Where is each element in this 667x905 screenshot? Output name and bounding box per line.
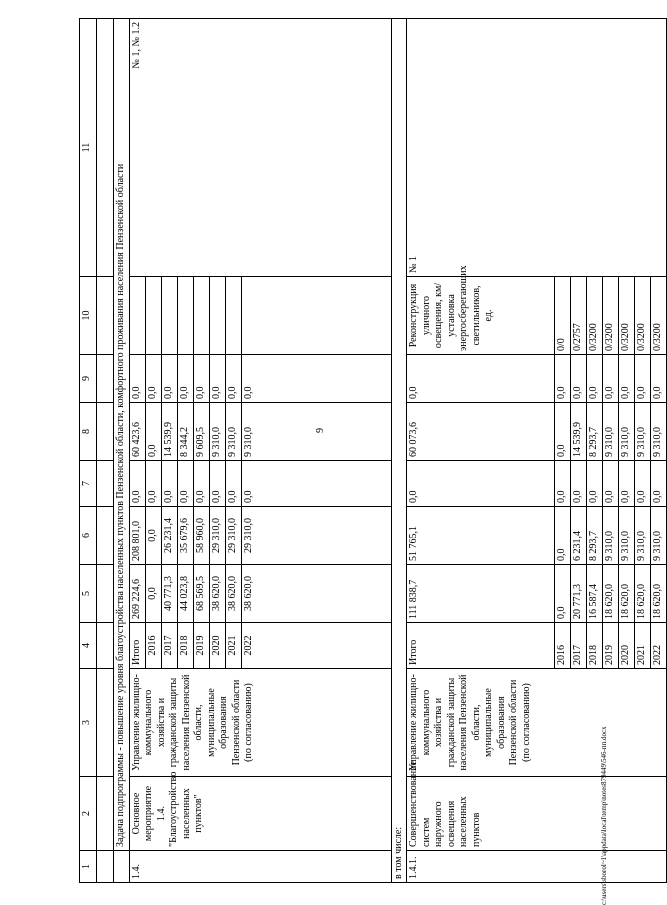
value-cell: 0,0 <box>619 355 635 403</box>
year-cell: 2019 <box>603 623 619 669</box>
value-cell: 0,0 <box>407 461 555 507</box>
value-cell: 208 801,0 <box>129 507 145 565</box>
value-cell: 0,0 <box>555 461 571 507</box>
value-cell: 9 310,0 <box>619 403 635 461</box>
value-cell: 0,0 <box>555 507 571 565</box>
value-cell: 68 569,5 <box>193 565 209 623</box>
value-cell: 9 310,0 <box>651 403 667 461</box>
task-row <box>114 19 130 883</box>
value-cell: 0,0 <box>555 403 571 461</box>
year-cell: 2016 <box>555 623 571 669</box>
blank-row <box>97 19 114 883</box>
value-cell: 58 960,0 <box>193 507 209 565</box>
col-num: 8 <box>80 403 97 461</box>
table-row <box>129 19 145 883</box>
value-cell: 0,0 <box>603 355 619 403</box>
value-cell: 8 344,2 <box>177 403 193 461</box>
refs-cell: № 1 <box>407 19 667 277</box>
value-cell: 44 023,8 <box>177 565 193 623</box>
value-cell: 40 771,3 <box>161 565 177 623</box>
row-number: 1.4. <box>129 851 391 883</box>
row-number: 1.4.1. <box>407 851 667 883</box>
value-cell: 0,0 <box>177 461 193 507</box>
year-cell: 2016 <box>145 623 161 669</box>
value-cell: 9 310,0 <box>603 507 619 565</box>
value-cell: 0,0 <box>635 355 651 403</box>
value-cell: 29 310,0 <box>209 507 225 565</box>
year-cell: 2019 <box>193 623 209 669</box>
column-number-row <box>80 19 97 883</box>
col-num: 11 <box>80 19 97 277</box>
indicator-value: 0/2757 <box>571 277 587 355</box>
value-cell: 0,0 <box>571 461 587 507</box>
value-cell: 0,0 <box>145 507 161 565</box>
value-cell: 0,0 <box>225 461 241 507</box>
value-cell: 0,0 <box>241 461 391 507</box>
value-cell: 16 587,4 <box>587 565 603 623</box>
col-num: 1 <box>80 851 97 883</box>
value-cell: 0,0 <box>209 355 225 403</box>
value-cell: 18 620,0 <box>619 565 635 623</box>
year-cell: 2020 <box>209 623 225 669</box>
value-cell: 0,0 <box>209 461 225 507</box>
col-num: 2 <box>80 777 97 851</box>
refs-cell: № 1, № 1.2 <box>129 19 391 277</box>
year-cell: 2018 <box>587 623 603 669</box>
year-cell: Итого <box>407 623 555 669</box>
year-cell: 2017 <box>571 623 587 669</box>
col-num: 7 <box>80 461 97 507</box>
value-cell: 0,0 <box>407 355 555 403</box>
indicator-value: 0/3200 <box>635 277 651 355</box>
value-cell: 0,0 <box>145 403 161 461</box>
value-cell: 6 231,4 <box>571 507 587 565</box>
year-cell: Итого <box>129 623 145 669</box>
value-cell: 0,0 <box>225 355 241 403</box>
value-cell: 9 310,0 <box>225 403 241 461</box>
value-cell: 9 609,5 <box>193 403 209 461</box>
year-cell: 2021 <box>635 623 651 669</box>
value-cell: 0,0 <box>587 355 603 403</box>
indicator-value: 0/3200 <box>619 277 635 355</box>
value-cell: 9 310,0 <box>651 507 667 565</box>
col-num: 6 <box>80 507 97 565</box>
indicator-name: Реконструкция уличного освещения, км/установка энергосберегающих светильников, ед. <box>407 277 555 355</box>
col-num: 9 <box>80 355 97 403</box>
indicator-value: 0/0 <box>555 277 571 355</box>
col-num: 10 <box>80 277 97 355</box>
in-that-number: в том числе: <box>391 19 407 883</box>
value-cell: 20 771,3 <box>571 565 587 623</box>
value-cell: 38 620,0 <box>209 565 225 623</box>
value-cell: 269 224,6 <box>129 565 145 623</box>
value-cell: 0,0 <box>193 355 209 403</box>
value-cell: 18 620,0 <box>651 565 667 623</box>
value-cell: 35 679,6 <box>177 507 193 565</box>
value-cell: 29 310,0 <box>225 507 241 565</box>
year-cell: 2017 <box>161 623 177 669</box>
value-cell: 0,0 <box>587 461 603 507</box>
value-cell: 8 293,7 <box>587 403 603 461</box>
value-cell: 14 539,9 <box>161 403 177 461</box>
col-num: 3 <box>80 669 97 777</box>
value-cell: 60 073,6 <box>407 403 555 461</box>
table-row <box>407 19 555 883</box>
col-num: 4 <box>80 623 97 669</box>
executor: Управление жилищно-коммунального хозяйства и гражданской защиты населения Пензенской области, муниципальные образования Пензенской области (по согласованию) <box>129 669 391 777</box>
value-cell: 9 310,0 <box>619 507 635 565</box>
value-cell: 9 310,0 <box>635 403 651 461</box>
year-cell: 2022 <box>651 623 667 669</box>
value-cell: 51 765,1 <box>407 507 555 565</box>
value-cell: 0,0 <box>555 565 571 623</box>
value-cell: 111 838,7 <box>407 565 555 623</box>
value-cell: 9 310,0 <box>603 403 619 461</box>
year-cell: 2020 <box>619 623 635 669</box>
value-cell: 14 539,9 <box>571 403 587 461</box>
indicator-value: 0/3200 <box>651 277 667 355</box>
value-cell: 0,0 <box>129 461 145 507</box>
value-cell: 0,0 <box>177 355 193 403</box>
value-cell: 0,0 <box>145 565 161 623</box>
value-cell: 18 620,0 <box>603 565 619 623</box>
program-table <box>79 18 667 883</box>
value-cell: 0,0 <box>635 461 651 507</box>
page-number: 9 <box>314 428 326 433</box>
year-cell: 2018 <box>177 623 193 669</box>
value-cell: 9 310,0 <box>209 403 225 461</box>
value-cell: 0,0 <box>241 355 391 403</box>
col-num: 5 <box>80 565 97 623</box>
value-cell: 8 293,7 <box>587 507 603 565</box>
measure-name: Совершенствование систем наружного освещения населенных пунктов <box>407 777 667 851</box>
value-cell: 0,0 <box>555 355 571 403</box>
value-cell: 0,0 <box>129 355 145 403</box>
executor: Управление жилищно-коммунального хозяйства и гражданской защиты населения Пензенской области, муниципальные образования Пензенской области (по согласованию) <box>407 669 667 777</box>
value-cell: 60 423,6 <box>129 403 145 461</box>
value-cell: 0,0 <box>571 355 587 403</box>
value-cell: 0,0 <box>619 461 635 507</box>
value-cell: 26 231,4 <box>161 507 177 565</box>
value-cell: 29 310,0 <box>241 507 391 565</box>
value-cell: 0,0 <box>651 355 667 403</box>
value-cell: 0,0 <box>193 461 209 507</box>
value-cell: 9 310,0 <box>635 507 651 565</box>
year-cell: 2022 <box>241 623 391 669</box>
value-cell: 0,0 <box>603 461 619 507</box>
value-cell: 38 620,0 <box>225 565 241 623</box>
footer-file-path: c:\users\sborol~1\appdata\local\temp\notes879449\546-пп.docx <box>600 726 608 905</box>
value-cell: 0,0 <box>161 461 177 507</box>
value-cell: 0,0 <box>145 461 161 507</box>
value-cell: 9 310,0 <box>241 403 391 461</box>
value-cell: 18 620,0 <box>635 565 651 623</box>
value-cell: 0,0 <box>145 355 161 403</box>
year-cell: 2021 <box>225 623 241 669</box>
value-cell: 38 620,0 <box>241 565 391 623</box>
task-title: Задача подпрограммы - повышение уровня благоустройства населенных пунктов Пензенской области, комфортного проживания населения Пензенской области <box>114 19 130 851</box>
indicator-value: 0/3200 <box>587 277 603 355</box>
indicator-value: 0/3200 <box>603 277 619 355</box>
measure-name: Основное мероприятие 1.4. "Благоустройство населенных пунктов" <box>129 777 391 851</box>
in-that-number-row <box>391 19 407 883</box>
value-cell: 0,0 <box>161 355 177 403</box>
value-cell: 0,0 <box>651 461 667 507</box>
